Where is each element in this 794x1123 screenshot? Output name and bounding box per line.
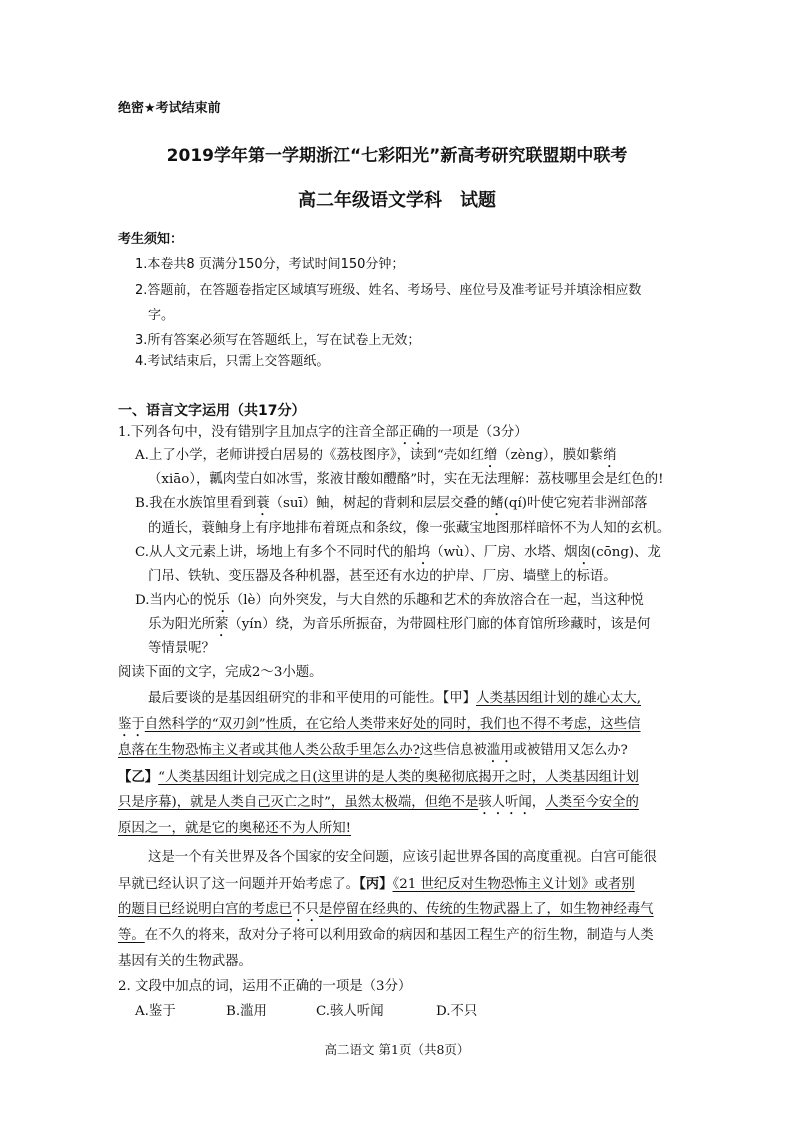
question-2-option-a: A.鉴于 bbox=[135, 1004, 176, 1019]
question-2-option-c: C.骇人听闻 bbox=[316, 1004, 384, 1019]
notice-item: 1.本卷共8 页满分150分，考试时间150分钟； bbox=[135, 257, 405, 272]
passage-line: 原因之一，就是它的奥秘还不为人所知! bbox=[118, 821, 352, 836]
question-2-option-b: B.滥用 bbox=[226, 1004, 267, 1019]
option-b-line1: B.我在水族馆里看到蓑（suī）鲉，树起的背刺和层层交叠的鳍(qí)叶使它宛若非洲部落 bbox=[135, 496, 648, 511]
notice-item: 3.所有答案必须写在答题纸上，写在试卷上无效； bbox=[135, 333, 421, 348]
exam-title: 2019学年第一学期浙江“七彩阳光”新高考研究联盟期中联考 bbox=[166, 146, 628, 166]
passage-line: 的题目已经说明白宫的考虑已不只是停留在经典的、传统的生物武器上了，如生物神经毒气 bbox=[118, 902, 654, 917]
reading-instruction: 阅读下面的文字，完成2～3小题。 bbox=[118, 665, 323, 680]
passage-line: 只是序幕)，就是人类自己灭亡之时”，虽然太极端，但绝不是骇人听闻，人类至今安全的 bbox=[118, 795, 639, 810]
option-c-line2: 门吊、铁轨、变压器及各种机器，甚至还有水边的护岸、厂房、墙壁上的标语。 bbox=[148, 569, 617, 584]
option-a-line1: A.上了小学，老师讲授白居易的《荔枝图序》，读到“壳如红缯（zèng），膜如紫绡 bbox=[135, 448, 617, 463]
passage-line: 最后要谈的是基因组研究的非和平使用的可能性。【甲】人类基因组计划的雄心太大, bbox=[148, 691, 642, 706]
question-2-stem: 2. 文段中加点的词，运用不正确的一项是（3分） bbox=[118, 979, 412, 994]
confidential-mark: 绝密★考试结束前 bbox=[118, 101, 221, 116]
passage-line: 等。在不久的将来，敌对分子将可以利用致命的病因和基因工程生产的衍生物，制造与人类 bbox=[118, 928, 654, 943]
notice-item: 4.考试结束后，只需上交答题纸。 bbox=[135, 354, 330, 369]
option-d-line3: 等情景呢？ bbox=[148, 641, 215, 656]
passage-line: 这是一个有关世界及各个国家的安全问题，应该引起世界各国的高度重视。白宫可能很 bbox=[148, 850, 657, 865]
exam-subtitle: 高二年级语文学科 试题 bbox=[298, 190, 496, 211]
passage-line: 息落在生物恐怖主义者或其他人类公敌手里怎么办?这些信息被滥用或被错用又怎么办? bbox=[118, 743, 628, 758]
option-c-line1: C.从人文元素上讲，场地上有多个不同时代的船坞（wù）、厂房、水塔、烟囱(cōng)、龙 bbox=[135, 545, 661, 560]
option-d-line2: 乐为阳光所萦（yín）绕，为音乐所振奋，为带圆柱形门廊的体育馆所珍藏时，该是何 bbox=[148, 617, 651, 632]
notice-heading: 考生须知： bbox=[118, 232, 184, 247]
passage-line: 早就已经认识了这一问题并开始考虑了。【丙】《21 世纪反对生物恐怖主义计划》或者别 bbox=[118, 876, 635, 892]
notice-item: 2.答题前，在答题卷指定区域填写班级、姓名、考场号、座位号及准考证号并填涂相应数 bbox=[135, 283, 642, 298]
passage-line: 【乙】“人类基因组计划完成之日(这里讲的是人类的奥秘彻底揭开之时，人类基因组计划 bbox=[118, 769, 639, 785]
passage-line: 基因有关的生物武器。 bbox=[118, 954, 252, 969]
question-2-option-d: D.不只 bbox=[436, 1004, 478, 1019]
question-1-stem: 1.下列各句中，没有错别字且加点字的注音全部正确的一项是（3分） bbox=[118, 425, 528, 440]
passage-line: 鉴于自然科学的“双刃剑”性质，在它给人类带来好处的同时，我们也不得不考虑，这些信 bbox=[118, 717, 641, 732]
option-b-line2: 的遁长，蓑鲉身上有序地排布着斑点和条纹，像一张藏宝地图那样暗怀不为人知的玄机。 bbox=[148, 521, 671, 536]
section-heading: 一、语言文字运用（共17分） bbox=[118, 403, 306, 419]
page-footer: 高二语文 第1页（共8页） bbox=[324, 1042, 470, 1057]
option-d-line1: D.当内心的悦乐（lè）向外突发，与大自然的乐趣和艺术的奔放溶合在一起，当这种悦 bbox=[135, 593, 644, 608]
option-a-line2: （xiāo），瓤肉莹白如冰雪，浆液甘酸如醴酪”时，实在无法理解：荔枝哪里会是红色的! bbox=[148, 472, 664, 487]
notice-item: 字。 bbox=[148, 308, 175, 323]
